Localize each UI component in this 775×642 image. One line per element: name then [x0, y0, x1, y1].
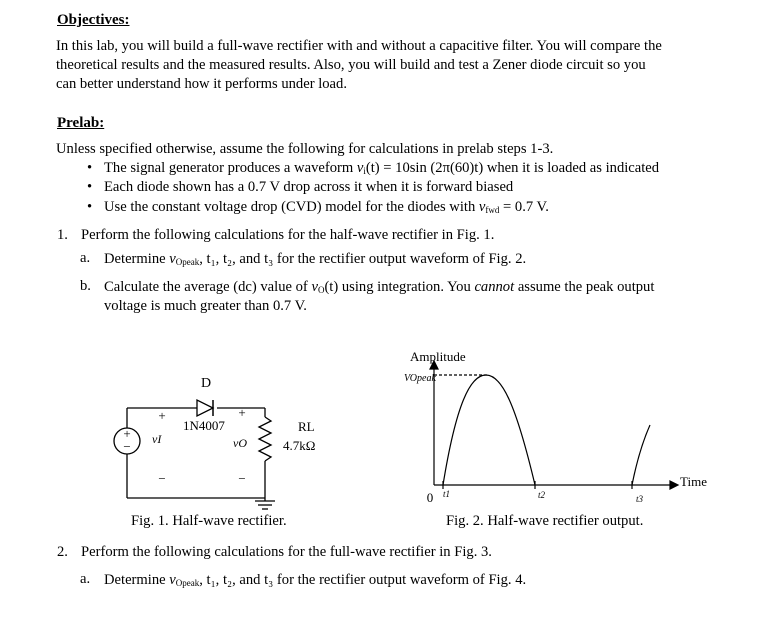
half-wave-rectifier-circuit	[100, 365, 350, 510]
step-1-text: Perform the following calculations for the half-wave rectifier in Fig. 1.	[81, 227, 495, 243]
bullet-cvd-model: Use the constant voltage drop (CVD) model for the diodes with $v_{fwd} = 0.7$ V.	[104, 199, 549, 215]
half-wave-output-plot	[400, 345, 720, 515]
vo-minus: −	[238, 471, 246, 486]
vi-minus: −	[158, 471, 166, 486]
objectives-line-3: can better understand how it performs under load.	[56, 76, 347, 92]
step-1a-text: Determine $v_{Opeak}$, t₁, t₂, and t₃ for the rectifier output waveform of Fig. 2.	[104, 251, 527, 267]
step-1b-text: Calculate the average (dc) value of $v_O(t)$ using integration. You cannot assume the peak output	[104, 279, 655, 295]
objectives-line-2: theoretical results and the measured results. Also, you will build and test a Zener diode circuit so you	[56, 57, 646, 73]
vi-label: vI	[152, 432, 162, 446]
objectives-line-1: In this lab, you will build a full-wave rectifier with and without a capacitive filter. You will compare the	[56, 38, 662, 54]
vi-plus: +	[158, 408, 166, 423]
diode-part-number: 1N4007	[183, 418, 225, 433]
prelab-heading: Prelab:	[57, 115, 105, 131]
source-minus-sign: −	[123, 439, 131, 454]
y-axis-label: Amplitude	[410, 349, 466, 364]
bullet-icon: •	[87, 199, 93, 215]
t1-label: t1	[443, 489, 451, 499]
step-1-number: 1.	[57, 227, 68, 243]
diode-icon	[197, 400, 213, 416]
objectives-heading: Objectives:	[57, 12, 130, 28]
waveform-next-cycle	[632, 425, 650, 485]
peak-label: VOpeak	[404, 373, 436, 384]
step-2a-label: a.	[80, 571, 91, 587]
step-1a-label: a.	[80, 250, 91, 266]
x-axis-label: Time	[680, 474, 707, 489]
vo-plus: +	[238, 405, 246, 420]
bullet-icon: •	[87, 160, 93, 176]
bullet-diode-drop: Each diode shown has a 0.7 V drop across it when it is forward biased	[104, 179, 514, 195]
t2-label: t2	[538, 490, 546, 500]
bullet-icon: •	[87, 179, 93, 195]
origin-label: 0	[426, 490, 434, 505]
rl-value: 4.7kΩ	[283, 438, 316, 453]
diode-label: D	[200, 376, 212, 391]
step-2-number: 2.	[57, 544, 68, 560]
t3-label: t3	[636, 494, 644, 504]
step-2-text: Perform the following calculations for the full-wave rectifier in Fig. 3.	[81, 544, 492, 560]
waveform-half-cycle	[443, 375, 535, 485]
step-1b-text-line-2: voltage is much greater than 0.7 V.	[104, 298, 307, 314]
fig1-caption: Fig. 1. Half-wave rectifier.	[131, 513, 287, 529]
fig2-caption: Fig. 2. Half-wave rectifier output.	[446, 513, 644, 529]
prelab-intro: Unless specified otherwise, assume the following for calculations in prelab steps 1-3.	[56, 141, 554, 157]
source-plus-sign: +	[123, 426, 131, 441]
step-1b-label: b.	[80, 278, 91, 294]
bullet-signal-generator: The signal generator produces a waveform $v_i(t) = 10\sin$ (2π(60)t) when it is loaded as indicated	[104, 160, 660, 176]
vo-label: vO	[233, 436, 247, 450]
rl-label: RL	[298, 419, 315, 434]
step-2a-text: Determine $v_{Opeak}$, t₁, t₂, and t₃ for the rectifier output waveform of Fig. 4.	[104, 572, 527, 588]
